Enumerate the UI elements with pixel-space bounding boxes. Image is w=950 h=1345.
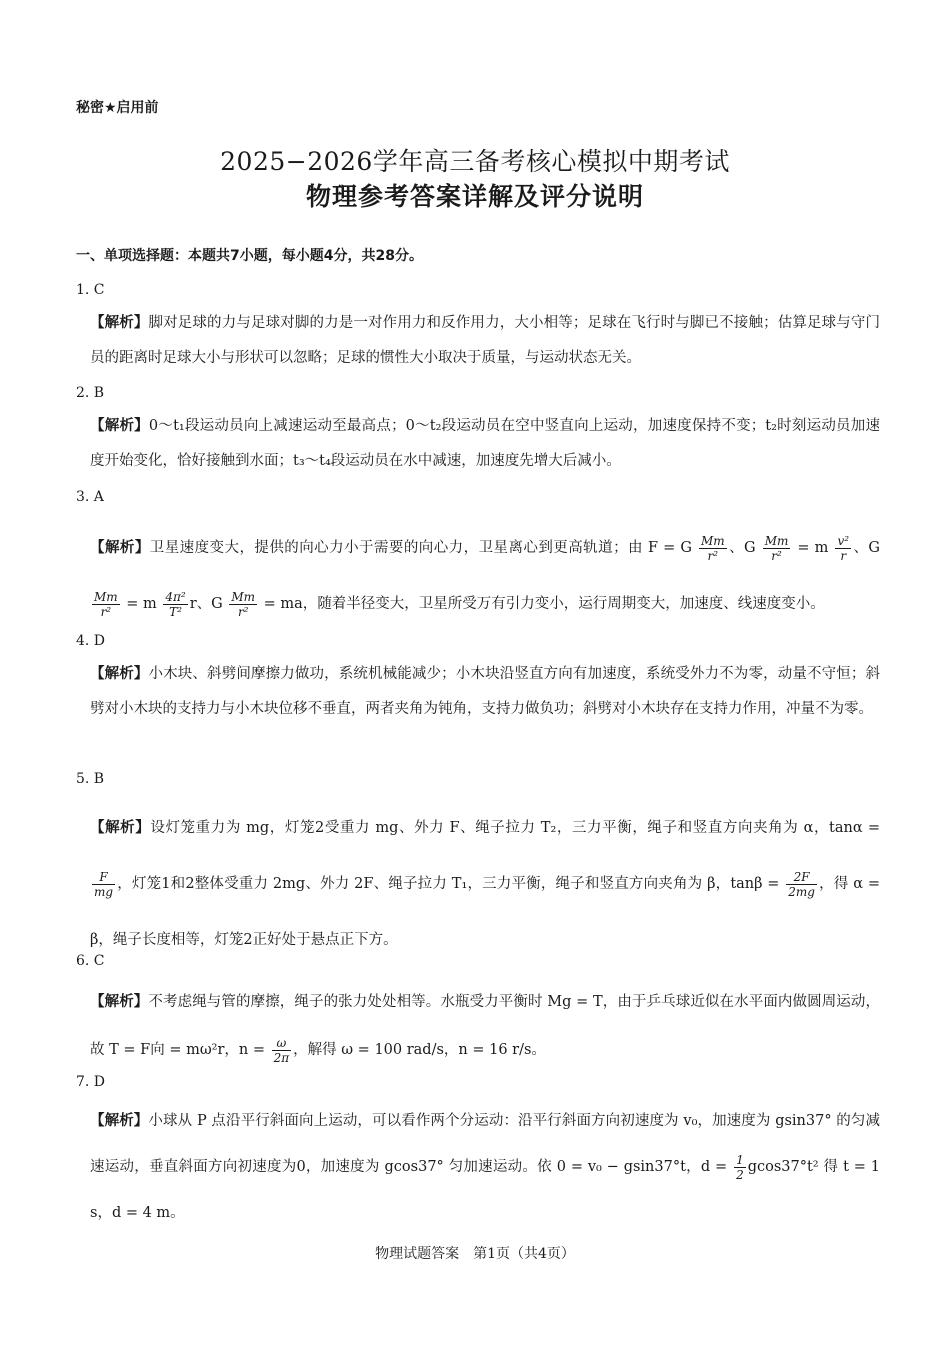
question-5-analysis: 【解析】设灯笼重力为 mg，灯笼2受重力 mg、外力 F、绳子拉力 T₂，三力平衡，绳子和竖直方向夹角为 α，tanα = $\frac{F}{mg}$ ，灯笼1和2整体受重力 2mg、外力 2F、绳子拉力 T₁，三力平衡，绳子和竖直方向夹角为 β，tanβ = $\frac{2F}{2mg}$ ，得 α = β，绳子长度相等，灯笼2正好处于悬点正下方。 xyxy=(90,820,881,948)
fraction: $\frac{1}{2}$ xyxy=(736,1152,744,1182)
question-6-analysis xyxy=(90,978,880,1074)
fraction: $\frac{Mm}{\text{r²}}$ xyxy=(700,533,725,563)
document-title: 物理参考答案详解及评分说明 xyxy=(305,182,644,211)
analysis-text: 脚对足球的力与足球对脚的力是一对作用力和反作用力，大小相等；足球在飞行时与脚已不接触；估算足球与守门员的距离时足球大小与形状可以忽略；足球的惯性大小取决于质量，与运动状态无关。 xyxy=(90,315,880,366)
question-5-answer: 5. B xyxy=(76,771,105,787)
analysis-text: 灯笼1和2整体受重力 2mg、外力 2F、绳子拉力 T₁，三力平衡，绳子和竖直方向夹角为 β，tanβ = xyxy=(131,876,780,892)
analysis-text: 不考虑绳与管的摩擦，绳子的张力处处相等。水瓶受力平衡时 Mg = T，由于乒乓球近似在水平面内做圆周运动，故 T = F向 = mω²r，n = xyxy=(90,994,881,1058)
question-6-answer: 6. C xyxy=(76,953,105,969)
analysis-text: gcos37°t² 得 t = 1 s，d = 4 m。 xyxy=(90,1159,880,1221)
fraction: $\frac{F}{mg}$ xyxy=(94,869,114,899)
analysis-text: 设灯笼重力为 mg，灯笼2受重力 mg、外力 F、绳子拉力 T₂，三力平衡，绳子和竖直方向夹角为 α，tanα = xyxy=(150,820,880,836)
exam-title: 2025−2026学年高三备考核心模拟中期考试 xyxy=(220,147,730,176)
confidential-label: 秘密★启用前 xyxy=(76,100,159,116)
analysis-tag: 【解析】 xyxy=(90,315,149,331)
analysis-tag: 【解析】 xyxy=(90,418,149,434)
question-2-answer: 2. B xyxy=(76,385,105,401)
analysis-tag: 【解析】 xyxy=(90,820,151,836)
fraction: $\frac{Mm}{\text{r²}}$ xyxy=(94,589,118,619)
fraction: $\frac{Mm}{\text{r²}}$ xyxy=(231,589,256,619)
question-1-answer: 1. C xyxy=(76,282,105,298)
analysis-tag: 【解析】 xyxy=(90,666,149,682)
analysis-text: 小木块、斜劈间摩擦力做功，系统机械能减少；小木块沿竖直方向有加速度，系统受外力不为零，动量不守恒；斜劈对小木块的支持力与小木块位移不垂直，两者夹角为钝角，支持力做负功；斜劈对小木块存在支持力作用，冲量不为零。 xyxy=(90,666,880,717)
question-7-answer: 7. D xyxy=(76,1074,106,1090)
analysis-tag: 【解析】 xyxy=(90,994,149,1010)
fraction: $\frac{\omega}{2\pi}$ xyxy=(273,1035,290,1065)
analysis-text: 小球从 P 点沿平行斜面向上运动，可以看作两个分运动：沿平行斜面方向初速度为 v₀，加速度为 gsin37° 的匀减速运动，垂直斜面方向初速度为0，加速度为 gcos37° 匀加速运动。依 0 = v₀ − gsin37°t，d = xyxy=(90,1113,881,1175)
question-4-analysis xyxy=(90,657,880,727)
section-heading: 一、单项选择题：本题共7小题，每小题4分，共28分。 xyxy=(76,248,423,264)
question-3-analysis: 【解析】卫星速度变大，提供的向心力小于需要的向心力，卫星离心到更高轨道；由 F = G $\frac{Mm}{\text{r²}}$ 、G $\frac{Mm}{\text{r²}}$ = m $\frac{\text{v²}}{r}$ 、G $\frac{Mm}{\text{r²}}$ = m $\frac{\text{4π²}}{\text{T²}}$ r、G $\frac{Mm}{\text{r²}}$ = ma，随着半径变大，卫星所受万有引力变小，运行周期变大，加速度、线速度变小。 xyxy=(90,533,881,619)
analysis-text: ，解得 ω = 100 rad/s，n = 16 r/s。 xyxy=(293,1042,546,1058)
analysis-text: ，得 α = β，绳子长度相等，灯笼2正好处于悬点正下方。 xyxy=(90,876,881,948)
question-2-analysis xyxy=(90,409,880,479)
analysis-text: 0～t₁段运动员向上减速运动至最高点；0～t₂段运动员在空中竖直向上运动，加速度保持不变；t₂时刻运动员加速度开始变化，恰好接触到水面；t₃～t₄段运动员在水中减速，加速度先增大后减小。 xyxy=(90,418,881,469)
page-footer: 物理试题答案 第1页（共4页） xyxy=(375,1246,575,1262)
question-7-analysis xyxy=(90,1098,880,1236)
analysis-tag: 【解析】 xyxy=(90,540,150,556)
analysis-text: 卫星速度变大，提供的向心力小于需要的向心力，卫星离心到更高轨道；由 F = G xyxy=(149,540,692,556)
question-1-analysis xyxy=(90,306,880,376)
fraction: $\frac{Mm}{\text{r²}}$ xyxy=(764,533,789,563)
analysis-text: 随着半径变大，卫星所受万有引力变小，运行周期变大，加速度、线速度变小。 xyxy=(317,596,825,612)
question-4-answer: 4. D xyxy=(76,633,106,649)
fraction: $\frac{2F}{2mg}$ xyxy=(788,869,815,899)
fraction: $\frac{\text{v²}}{r}$ xyxy=(837,533,850,563)
fraction: $\frac{\text{4π²}}{\text{T²}}$ xyxy=(165,589,186,619)
analysis-tag: 【解析】 xyxy=(90,1113,149,1129)
question-3-answer: 3. A xyxy=(76,489,104,505)
